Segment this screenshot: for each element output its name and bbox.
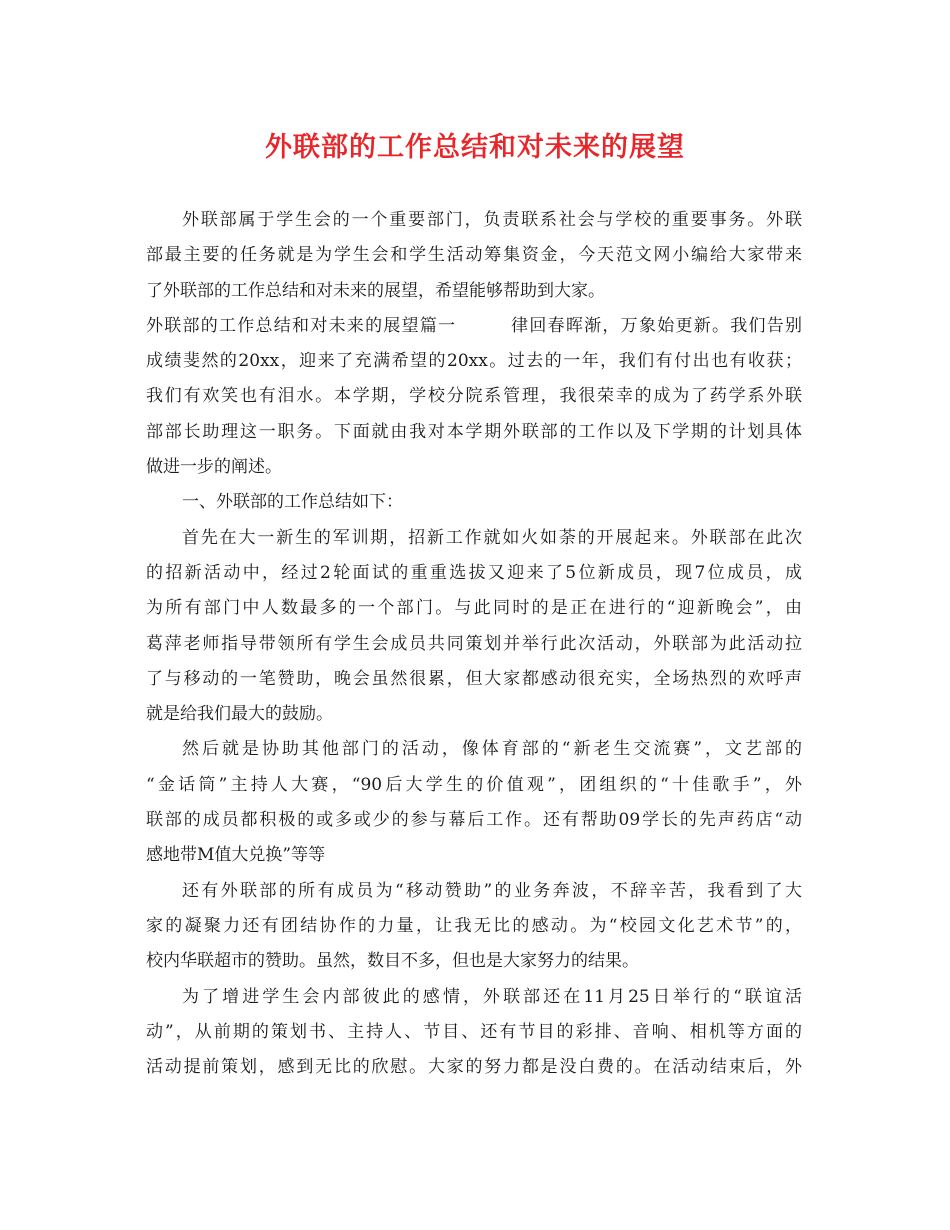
paragraph-line: 成绩斐然的20xx，迎来了充满希望的20xx。过去的一年，我们有付出也有收获； (146, 351, 802, 372)
document-title: 外联部的工作总结和对未来的展望 (265, 132, 685, 163)
paragraph-line: 外联部的工作总结和对未来的展望篇一 律回春晖渐，万象始更新。我们告别 (146, 315, 802, 336)
paragraph-line: 联部的成员都积极的或多或少的参与幕后工作。还有帮助09学长的先声药店“动 (146, 810, 802, 831)
paragraph-line: 的招新活动中，经过2轮面试的重重选拔又迎来了5位新成员，现7位成员，成 (146, 562, 802, 583)
paragraph-line: 了外联部的工作总结和对未来的展望，希望能够帮助到大家。 (146, 280, 605, 301)
paragraph-line: 为所有部门中人数最多的一个部门。与此同时的是正在进行的“迎新晚会”，由 (146, 598, 802, 619)
paragraph-line: 为了增进学生会内部彼此的感情，外联部还在11月25日举行的“联谊活 (182, 986, 802, 1007)
section-heading: 一、外联部的工作总结如下： (182, 492, 403, 513)
paragraph-line: 感地带M值大兑换”等等 (146, 845, 326, 866)
paragraph-line: “金话筒”主持人大赛，“90后大学生的价值观”，团组织的“十佳歌手”，外 (146, 774, 802, 795)
paragraph-line: 部部长助理这一职务。下面就由我对本学期外联部的工作以及下学期的计划具体 (146, 421, 802, 442)
paragraph-line: 我们有欢笑也有泪水。本学期，学校分院系管理，我很荣幸的成为了药学系外联 (146, 386, 802, 407)
paragraph-line: 了与移动的一笔赞助，晚会虽然很累，但大家都感动很充实，全场热烈的欢呼声 (146, 668, 802, 689)
paragraph-line: 还有外联部的所有成员为“移动赞助”的业务奔波，不辞辛苦，我看到了大 (182, 880, 802, 901)
paragraph-line: 部最主要的任务就是为学生会和学生活动筹集资金，今天范文网小编给大家带来 (146, 245, 802, 266)
paragraph-line: 家的凝聚力还有团结协作的力量，让我无比的感动。为“校园文化艺术节”的， (146, 915, 802, 936)
paragraph-line: 外联部属于学生会的一个重要部门，负责联系社会与学校的重要事务。外联 (182, 210, 802, 230)
document-body (146, 203, 802, 1085)
paragraph-line: 校内华联超市的赞助。虽然，数目不多，但也是大家努力的结果。 (146, 951, 639, 972)
paragraph-line: 然后就是协助其他部门的活动，像体育部的“新老生交流赛”，文艺部的 (182, 739, 802, 760)
paragraph-line: 动”，从前期的策划书、主持人、节目、还有节目的彩排、音响、相机等方面的 (146, 1021, 802, 1042)
paragraph-line: 首先在大一新生的军训期，招新工作就如火如荼的开展起来。外联部在此次 (182, 527, 802, 548)
paragraph-line: 葛萍老师指导带领所有学生会成员共同策划并举行此次活动，外联部为此活动拉 (146, 633, 802, 654)
paragraph-line: 做进一步的阐述。 (146, 457, 282, 478)
paragraph-line: 活动提前策划，感到无比的欣慰。大家的努力都是没白费的。在活动结束后，外 (146, 1057, 802, 1078)
paragraph-line: 就是给我们最大的鼓励。 (146, 704, 333, 725)
